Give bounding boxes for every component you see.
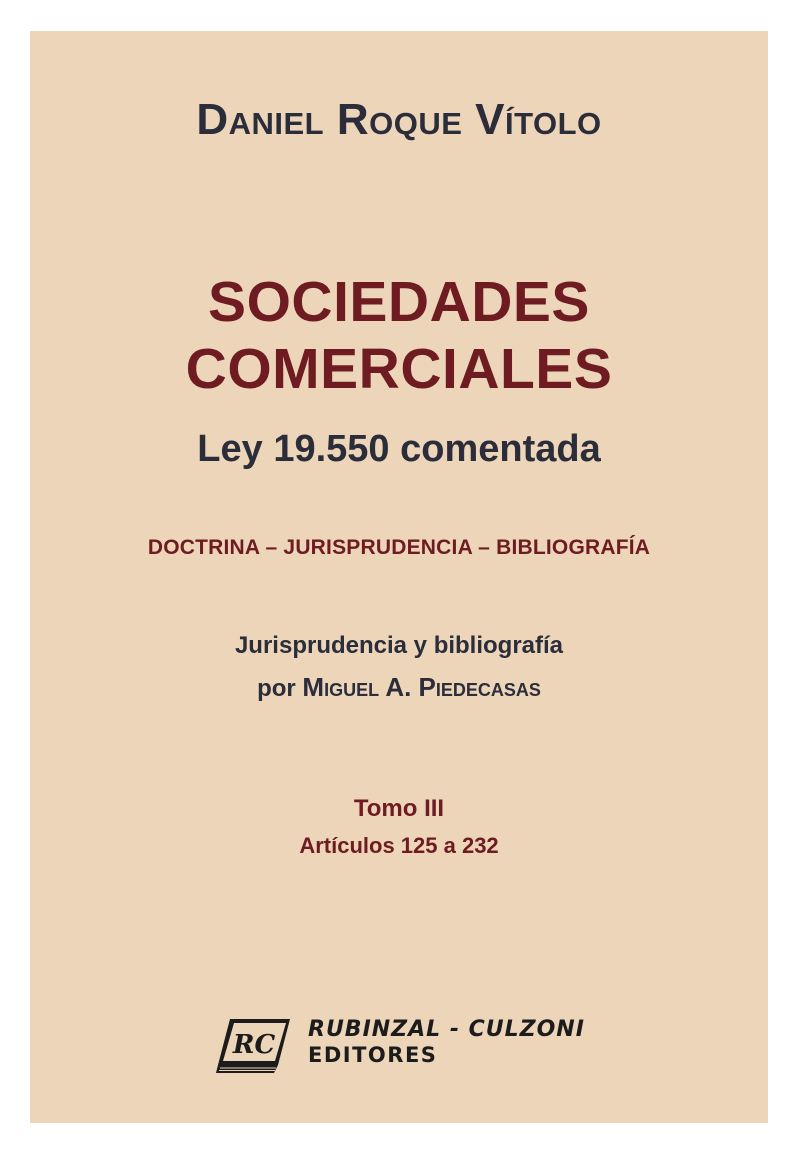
title-line-1: SOCIEDADES bbox=[208, 270, 590, 334]
publisher-logo-icon bbox=[216, 1015, 296, 1077]
publisher-subname: EDITORES bbox=[308, 1043, 438, 1067]
author-name: Daniel Roque Vítolo bbox=[196, 95, 602, 144]
contributor-line-2 bbox=[30, 672, 768, 703]
publisher-logo-letters: RC bbox=[232, 1030, 276, 1060]
tagline: DOCTRINA – JURISPRUDENCIA – BIBLIOGRAFÍA bbox=[147, 536, 651, 559]
publisher-block bbox=[216, 1015, 596, 1077]
contributor-prefix: por bbox=[257, 675, 296, 702]
contributor-line-1: Jurisprudencia y bibliografía bbox=[234, 632, 564, 659]
volume-label: Tomo III bbox=[353, 795, 445, 822]
publisher-name: RUBINZAL - CULZONI bbox=[308, 1017, 585, 1042]
subtitle: Ley 19.550 comentada bbox=[197, 428, 601, 470]
book-cover bbox=[30, 31, 768, 1123]
articles-range: Artículos 125 a 232 bbox=[299, 833, 499, 858]
contributor-name: Miguel A. Piedecasas bbox=[302, 672, 541, 702]
title-line-2: COMERCIALES bbox=[185, 337, 613, 401]
